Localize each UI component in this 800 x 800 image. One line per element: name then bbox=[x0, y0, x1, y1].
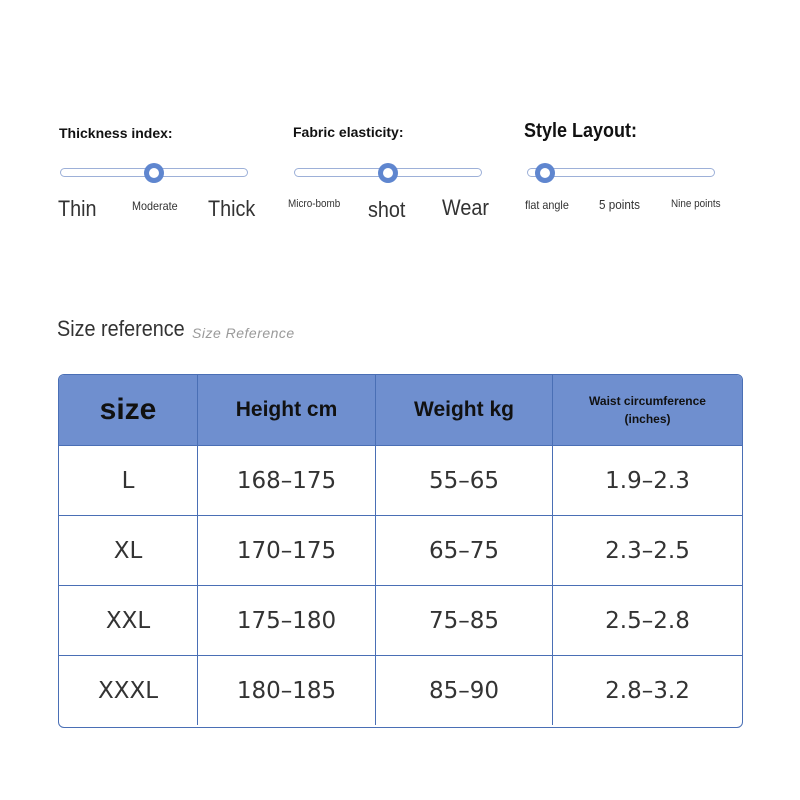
style-layout-slider-track[interactable] bbox=[527, 168, 715, 177]
thickness-title: Thickness index: bbox=[59, 125, 173, 141]
elasticity-option-wear: Wear bbox=[442, 195, 489, 220]
size-cell: XXL bbox=[105, 607, 151, 634]
table-row bbox=[59, 585, 742, 655]
waist-cell: 1.9–2.3 bbox=[552, 446, 742, 515]
style-layout-title: Style Layout: bbox=[524, 120, 638, 142]
elasticity-title: Fabric elasticity: bbox=[293, 124, 404, 140]
height-cell: 168–175 bbox=[197, 446, 375, 515]
waist-cell: 2.5–2.8 bbox=[552, 586, 742, 655]
thickness-option-moderate: Moderate bbox=[132, 199, 178, 213]
table-header-row bbox=[59, 375, 742, 445]
height-cell: 180–185 bbox=[197, 656, 375, 725]
height-cell: 170–175 bbox=[197, 516, 375, 585]
size-cell: XXXL bbox=[97, 677, 159, 704]
column-header-height: Height cm bbox=[197, 375, 375, 445]
size-cell: XL bbox=[113, 537, 143, 564]
thickness-slider-knob[interactable] bbox=[144, 163, 164, 183]
weight-cell: 85–90 bbox=[375, 656, 552, 725]
height-cell: 175–180 bbox=[197, 586, 375, 655]
elasticity-option-shot: shot bbox=[368, 197, 406, 222]
column-header-weight: Weight kg bbox=[375, 375, 552, 445]
style-layout-option-nine-points: Nine points bbox=[671, 198, 721, 210]
waist-cell: 2.8–3.2 bbox=[552, 656, 742, 725]
weight-cell: 75–85 bbox=[375, 586, 552, 655]
style-layout-slider-knob[interactable] bbox=[535, 163, 555, 183]
elasticity-slider-knob[interactable] bbox=[378, 163, 398, 183]
thickness-option-thin: Thin bbox=[58, 196, 97, 221]
table-row bbox=[59, 655, 742, 725]
waist-cell: 2.3–2.5 bbox=[552, 516, 742, 585]
thickness-option-thick: Thick bbox=[208, 196, 256, 221]
size-cell: L bbox=[121, 467, 135, 494]
column-header-waist: Waist circumference (inches) bbox=[552, 375, 742, 445]
weight-cell: 55–65 bbox=[375, 446, 552, 515]
style-layout-option-flat-angle: flat angle bbox=[525, 198, 569, 212]
size-reference-title: Size reference bbox=[57, 316, 185, 341]
size-table bbox=[58, 374, 743, 728]
weight-cell: 65–75 bbox=[375, 516, 552, 585]
size-reference-heading bbox=[57, 316, 295, 342]
table-row bbox=[59, 515, 742, 585]
style-layout-option-5-points: 5 points bbox=[599, 197, 640, 212]
elasticity-option-micro-bomb: Micro-bomb bbox=[288, 198, 341, 210]
column-header-size: size bbox=[99, 393, 157, 426]
table-row bbox=[59, 445, 742, 515]
size-reference-subtitle: Size Reference bbox=[192, 325, 295, 341]
